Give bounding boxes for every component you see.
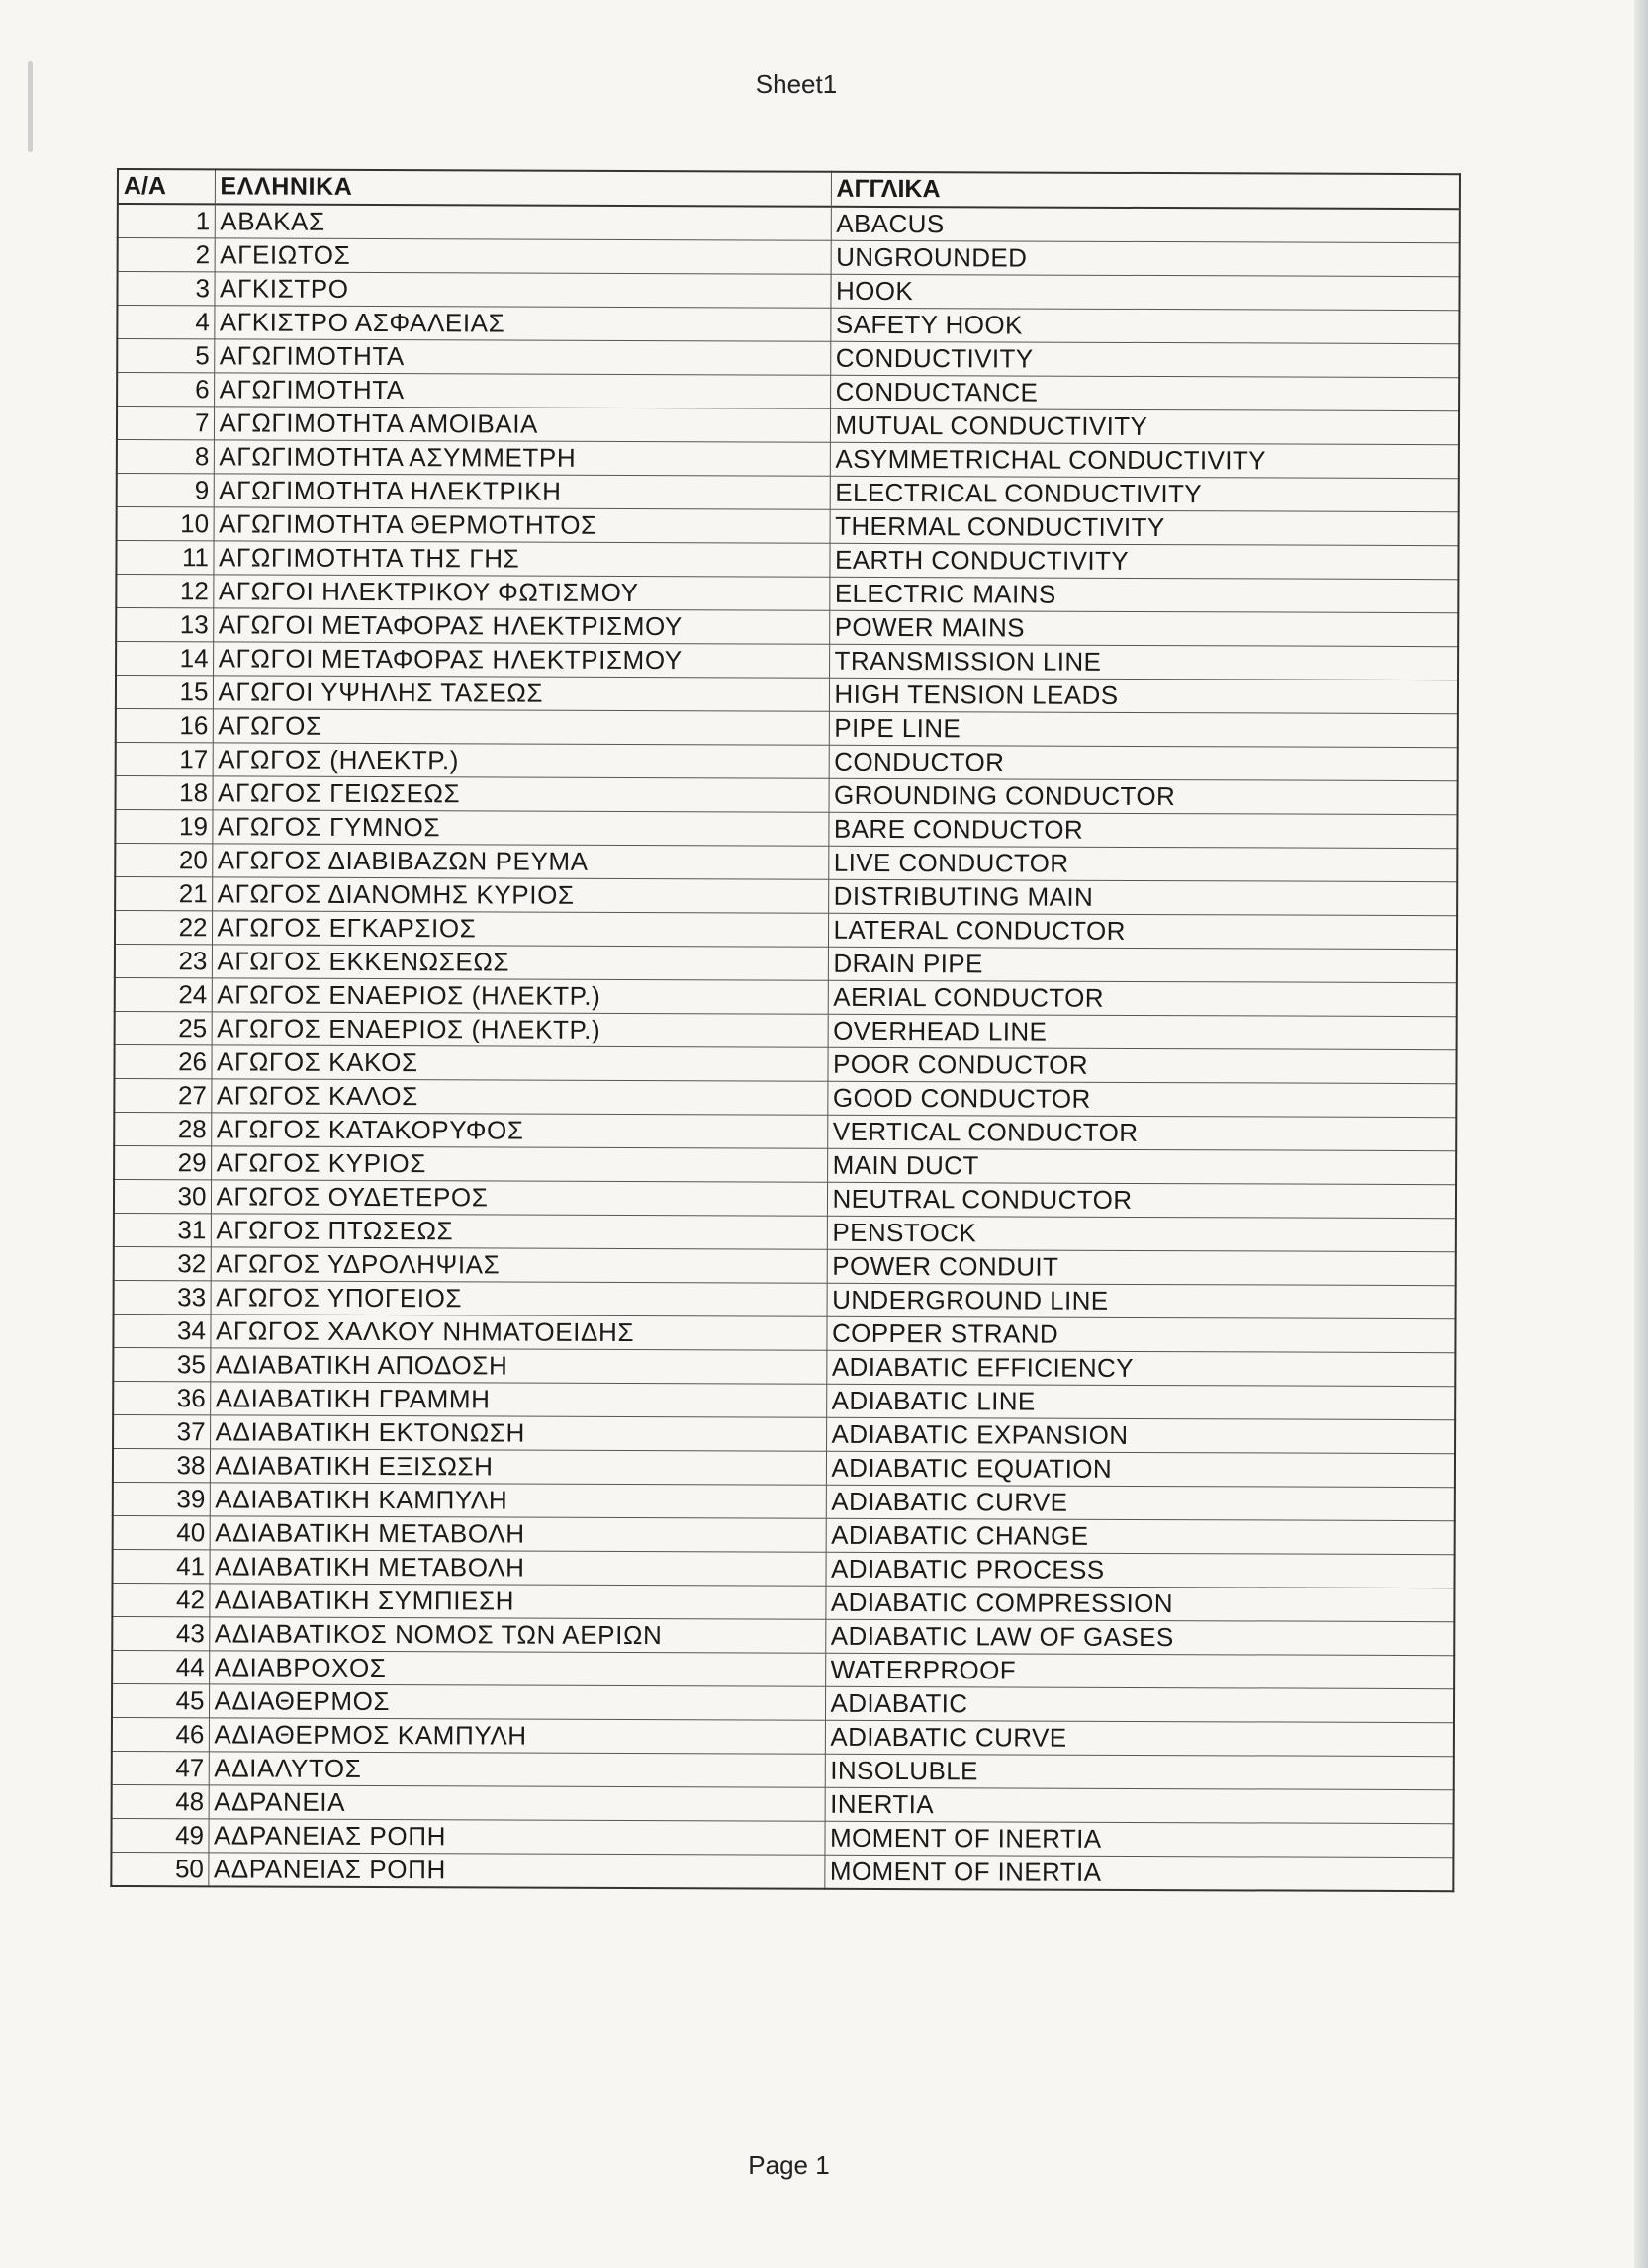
table-row: [117, 306, 1459, 344]
row-index: 46: [112, 1717, 209, 1751]
row-index: 24: [115, 977, 212, 1011]
row-english-term: ELECTRIC MAINS: [829, 577, 1458, 612]
row-greek-term: ΑΓΚΙΣΤΡΟ ΑΣΦΑΛΕΙΑΣ: [214, 306, 830, 341]
row-english-term: WATERPROOF: [825, 1653, 1454, 1688]
row-index: 36: [113, 1381, 210, 1414]
table-row: [112, 1784, 1454, 1823]
table-row: [117, 272, 1459, 311]
table-row: [113, 1381, 1455, 1419]
row-english-term: ADIABATIC CURVE: [825, 1720, 1454, 1756]
row-english-term: GOOD CONDUCTOR: [827, 1081, 1456, 1117]
row-index: 7: [117, 407, 214, 440]
table-row: [117, 373, 1459, 411]
row-greek-term: ΑΓΩΓΟΙ ΥΨΗΛΗΣ ΤΑΣΕΩΣ: [213, 676, 829, 711]
row-index: 18: [116, 775, 213, 809]
row-english-term: ADIABATIC CHANGE: [826, 1518, 1455, 1554]
header-english: ΑΓΓΛΙΚΑ: [831, 172, 1460, 209]
row-english-term: HIGH TENSION LEADS: [829, 678, 1458, 713]
table-row: [116, 575, 1458, 613]
table-row: [114, 1246, 1456, 1285]
row-greek-term: ΑΓΩΓΙΜΟΤΗΤΑ ΑΣΥΜΜΕΤΡΗ: [214, 440, 830, 476]
table-row: [114, 1213, 1456, 1251]
table-row: [111, 1818, 1453, 1857]
table-row: [115, 910, 1457, 949]
row-index: 35: [113, 1347, 210, 1381]
row-english-term: CONDUCTIVITY: [830, 341, 1459, 377]
table-row: [114, 1112, 1456, 1150]
table-row: [116, 541, 1458, 580]
row-english-term: ADIABATIC COMPRESSION: [825, 1586, 1454, 1621]
row-index: 8: [117, 440, 214, 474]
table-row: [116, 775, 1458, 814]
row-greek-term: ΑΓΩΓΟΙ ΜΕΤΑΦΟΡΑΣ ΗΛΕΚΤΡΙΣΜΟΥ: [213, 642, 829, 678]
row-index: 45: [112, 1683, 209, 1717]
row-greek-term: ΑΔΡΑΝΕΙΑΣ ΡΟΠΗ: [208, 1819, 824, 1855]
row-index: 34: [113, 1314, 210, 1347]
row-greek-term: ΑΔΙΑΒΑΤΙΚΗ ΓΡΑΜΜΗ: [210, 1382, 826, 1417]
row-index: 13: [116, 608, 213, 642]
row-english-term: COPPER STRAND: [826, 1316, 1455, 1352]
row-greek-term: ΑΔΡΑΝΕΙΑΣ ΡΟΠΗ: [208, 1853, 824, 1889]
row-index: 3: [117, 272, 214, 306]
table-row: [115, 1011, 1457, 1049]
row-greek-term: ΑΓΩΓΟΣ ΕΓΚΑΡΣΙΟΣ: [212, 911, 828, 947]
row-index: 16: [116, 708, 213, 742]
row-english-term: HOOK: [830, 274, 1459, 310]
row-greek-term: ΑΓΩΓΟΣ ΠΤΩΣΕΩΣ: [211, 1214, 827, 1249]
row-english-term: PIPE LINE: [829, 711, 1458, 747]
row-greek-term: ΑΓΩΓΟΙ ΗΛΕΚΤΡΙΚΟΥ ΦΩΤΙΣΜΟΥ: [213, 575, 829, 610]
table-row: [114, 1078, 1456, 1117]
row-greek-term: ΑΓΩΓΟΣ ΧΑΛΚΟΥ ΝΗΜΑΤΟΕΙΔΗΣ: [210, 1315, 826, 1350]
row-english-term: LATERAL CONDUCTOR: [828, 913, 1457, 949]
table-row: [114, 1145, 1456, 1184]
table-row: [112, 1583, 1454, 1621]
row-index: 19: [115, 809, 212, 843]
row-english-term: POWER MAINS: [829, 610, 1458, 646]
row-index: 50: [111, 1852, 208, 1886]
row-english-term: PENSTOCK: [827, 1216, 1456, 1251]
row-greek-term: ΑΓΩΓΟΣ (ΗΛΕΚΤΡ.): [213, 743, 829, 778]
row-greek-term: ΑΓΩΓΙΜΟΤΗΤΑ ΤΗΣ ΓΗΣ: [213, 541, 829, 577]
row-index: 21: [115, 876, 212, 910]
row-index: 38: [113, 1448, 210, 1482]
row-english-term: ELECTRICAL CONDUCTIVITY: [830, 476, 1459, 511]
table-row: [116, 676, 1458, 714]
row-index: 15: [116, 676, 213, 709]
row-index: 26: [114, 1044, 211, 1078]
row-english-term: ABACUS: [831, 207, 1460, 243]
table-row: [113, 1347, 1455, 1386]
table-row: [115, 809, 1457, 848]
row-english-term: POOR CONDUCTOR: [827, 1047, 1456, 1083]
row-index: 1: [118, 204, 215, 238]
row-index: 20: [115, 843, 212, 876]
row-index: 37: [113, 1414, 210, 1448]
table-row: [113, 1414, 1455, 1453]
row-greek-term: ΑΔΙΑΒΑΤΙΚΗ ΕΞΙΣΩΣΗ: [210, 1449, 826, 1485]
row-english-term: MAIN DUCT: [827, 1148, 1456, 1184]
row-index: 12: [116, 575, 213, 608]
row-index: 10: [117, 507, 214, 541]
row-greek-term: ΑΔΙΑΒΡΟΧΟΣ: [209, 1651, 825, 1686]
row-index: 39: [113, 1482, 210, 1515]
row-greek-term: ΑΔΙΑΒΑΤΙΚΗ ΑΠΟΔΟΣΗ: [210, 1348, 826, 1384]
glossary-body: [111, 204, 1460, 1891]
row-english-term: MOMENT OF INERTIA: [824, 1855, 1453, 1891]
row-greek-term: ΑΓΩΓΟΣ ΚΑΛΟΣ: [211, 1079, 827, 1115]
row-greek-term: ΑΓΩΓΟΣ ΓΥΜΝΟΣ: [212, 810, 828, 846]
table-row: [112, 1717, 1454, 1756]
table-row: [115, 843, 1457, 881]
row-index: 42: [112, 1583, 209, 1616]
page-footer: Page 1: [748, 2150, 830, 2180]
table-row: [113, 1549, 1455, 1588]
row-index: 29: [114, 1145, 211, 1179]
row-greek-term: ΑΓΩΓΟΣ ΚΑΤΑΚΟΡΥΦΟΣ: [211, 1113, 827, 1148]
row-index: 11: [116, 541, 213, 575]
row-index: 40: [113, 1515, 210, 1549]
table-row: [112, 1683, 1454, 1722]
sheet-title: Sheet1: [755, 69, 838, 99]
row-english-term: EARTH CONDUCTIVITY: [829, 543, 1458, 579]
row-english-term: THERMAL CONDUCTIVITY: [830, 509, 1459, 545]
row-index: 33: [114, 1280, 211, 1314]
row-index: 48: [112, 1784, 209, 1818]
row-greek-term: ΑΔΙΑΒΑΤΙΚΗ ΜΕΤΑΒΟΛΗ: [210, 1516, 826, 1552]
row-greek-term: ΑΓΩΓΙΜΟΤΗΤΑ: [214, 373, 830, 408]
table-row: [117, 440, 1459, 479]
row-greek-term: ΑΔΙΑΒΑΤΙΚΗ ΚΑΜΠΥΛΗ: [210, 1483, 826, 1518]
row-english-term: MOMENT OF INERTIA: [824, 1821, 1453, 1857]
row-index: 25: [115, 1011, 212, 1044]
row-english-term: AERIAL CONDUCTOR: [828, 980, 1457, 1016]
row-english-term: INSOLUBLE: [825, 1754, 1454, 1789]
table-row: [111, 1852, 1453, 1891]
table-row: [112, 1616, 1454, 1655]
row-greek-term: ΑΓΩΓΟΣ ΚΑΚΟΣ: [211, 1045, 827, 1081]
row-english-term: DRAIN PIPE: [828, 947, 1457, 982]
row-index: 43: [112, 1616, 209, 1650]
table-row: [113, 1314, 1455, 1352]
row-greek-term: ΑΔΙΑΒΑΤΙΚΗ ΣΥΜΠΙΕΣΗ: [209, 1584, 825, 1619]
row-index: 44: [112, 1650, 209, 1683]
row-greek-term: ΑΔΙΑΛΥΤΟΣ: [209, 1752, 825, 1787]
table-row: [112, 1751, 1454, 1789]
row-greek-term: ΑΔΙΑΒΑΤΙΚΗ ΜΕΤΑΒΟΛΗ: [210, 1550, 826, 1586]
row-index: 5: [117, 339, 214, 373]
row-index: 4: [117, 306, 214, 339]
row-greek-term: ΑΓΩΓΟΣ ΕΝΑΕΡΙΟΣ (ΗΛΕΚΤΡ.): [212, 978, 828, 1014]
row-greek-term: ΑΓΩΓΟΣ ΥΠΟΓΕΙΟΣ: [211, 1281, 827, 1316]
row-index: 31: [114, 1213, 211, 1246]
row-index: 17: [116, 742, 213, 775]
header-index: A/A: [118, 169, 215, 204]
row-english-term: ADIABATIC EQUATION: [826, 1451, 1455, 1487]
table-row: [113, 1515, 1455, 1554]
row-english-term: TRANSMISSION LINE: [829, 644, 1458, 680]
row-greek-term: ΑΔΙΑΒΑΤΙΚΟΣ ΝΟΜΟΣ ΤΩΝ ΑΕΡΙΩΝ: [209, 1617, 825, 1653]
row-index: 2: [118, 238, 215, 272]
row-index: 30: [114, 1179, 211, 1213]
row-english-term: ADIABATIC EFFICIENCY: [826, 1350, 1455, 1386]
row-greek-term: ΑΓΩΓΟΣ ΕΝΑΕΡΙΟΣ (ΗΛΕΚΤΡ.): [212, 1012, 828, 1047]
header-greek: ΕΛΛΗΝΙΚΑ: [215, 169, 831, 206]
table-row: [112, 1650, 1454, 1688]
row-index: 28: [114, 1112, 211, 1145]
row-english-term: ADIABATIC PROCESS: [826, 1552, 1455, 1588]
table-row: [118, 238, 1460, 277]
table-row: [116, 708, 1458, 747]
row-greek-term: ΑΓΩΓΙΜΟΤΗΤΑ: [214, 339, 830, 375]
row-greek-term: ΑΓΩΓΟΣ ΥΔΡΟΛΗΨΙΑΣ: [211, 1247, 827, 1283]
row-english-term: VERTICAL CONDUCTOR: [827, 1115, 1456, 1150]
table-row: [117, 407, 1459, 445]
table-row: [117, 507, 1459, 546]
row-greek-term: ΑΓΩΓΟΣ ΚΥΡΙΟΣ: [211, 1146, 827, 1182]
row-index: 41: [113, 1549, 210, 1583]
row-index: 14: [116, 642, 213, 676]
table-row: [116, 642, 1458, 680]
table-row: [115, 944, 1457, 982]
row-index: 6: [117, 373, 214, 407]
row-greek-term: ΑΓΩΓΙΜΟΤΗΤΑ ΗΛΕΚΤΡΙΚΗ: [214, 474, 830, 509]
scan-edge: [1634, 0, 1648, 2268]
row-greek-term: ΑΓΩΓΟΣ: [213, 709, 829, 745]
row-index: 22: [115, 910, 212, 944]
row-greek-term: ΑΓΩΓΙΜΟΤΗΤΑ ΘΕΡΜΟΤΗΤΟΣ: [214, 507, 830, 543]
row-index: 32: [114, 1246, 211, 1280]
row-greek-term: ΑΓΩΓΟΣ ΕΚΚΕΝΩΣΕΩΣ: [212, 945, 828, 980]
row-greek-term: ΑΓΚΙΣΤΡΟ: [214, 272, 830, 308]
table-row: [115, 876, 1457, 915]
table-row: [118, 204, 1460, 243]
table-row: [115, 977, 1457, 1016]
row-english-term: SAFETY HOOK: [830, 308, 1459, 343]
table-row: [117, 474, 1459, 512]
row-greek-term: ΑΔΡΑΝΕΙΑ: [209, 1785, 825, 1821]
row-english-term: INERTIA: [825, 1787, 1454, 1823]
table-header-row: [118, 169, 1460, 209]
row-english-term: ADIABATIC LAW OF GASES: [825, 1619, 1454, 1655]
table-row: [117, 339, 1459, 378]
row-index: 27: [114, 1078, 211, 1112]
row-english-term: BARE CONDUCTOR: [828, 812, 1457, 848]
table-row: [116, 742, 1458, 780]
row-english-term: NEUTRAL CONDUCTOR: [827, 1182, 1456, 1218]
row-english-term: ADIABATIC: [825, 1686, 1454, 1722]
row-index: 47: [112, 1751, 209, 1784]
row-english-term: ADIABATIC LINE: [826, 1384, 1455, 1419]
row-greek-term: ΑΓΩΓΟΣ ΟΥΔΕΤΕΡΟΣ: [211, 1180, 827, 1216]
row-greek-term: ΑΓΩΓΟΣ ΔΙΑΒΙΒΑΖΩΝ ΡΕΥΜΑ: [212, 844, 828, 879]
row-index: 9: [117, 474, 214, 507]
row-english-term: ADIABATIC CURVE: [826, 1485, 1455, 1520]
row-greek-term: ΑΔΙΑΒΑΤΙΚΗ ΕΚΤΟΝΩΣΗ: [210, 1415, 826, 1451]
row-greek-term: ΑΓΕΙΩΤΟΣ: [215, 238, 831, 274]
table-row: [113, 1448, 1455, 1487]
row-english-term: ADIABATIC EXPANSION: [826, 1417, 1455, 1453]
row-index: 23: [115, 944, 212, 977]
row-greek-term: ΑΒΑΚΑΣ: [215, 204, 831, 240]
row-english-term: LIVE CONDUCTOR: [828, 846, 1457, 881]
row-greek-term: ΑΓΩΓΙΜΟΤΗΤΑ ΑΜΟΙΒΑΙΑ: [214, 407, 830, 442]
row-greek-term: ΑΔΙΑΘΕΡΜΟΣ: [209, 1684, 825, 1720]
table-row: [114, 1044, 1456, 1083]
row-english-term: GROUNDING CONDUCTOR: [829, 778, 1458, 814]
row-english-term: UNDERGROUND LINE: [827, 1283, 1456, 1318]
row-greek-term: ΑΔΙΑΘΕΡΜΟΣ ΚΑΜΠΥΛΗ: [209, 1718, 825, 1754]
row-greek-term: ΑΓΩΓΟΙ ΜΕΤΑΦΟΡΑΣ ΗΛΕΚΤΡΙΣΜΟΥ: [213, 608, 829, 644]
row-greek-term: ΑΓΩΓΟΣ ΔΙΑΝΟΜΗΣ ΚΥΡΙΟΣ: [212, 877, 828, 913]
row-english-term: POWER CONDUIT: [827, 1249, 1456, 1285]
row-english-term: OVERHEAD LINE: [828, 1014, 1457, 1049]
row-english-term: CONDUCTANCE: [830, 375, 1459, 410]
row-english-term: DISTRIBUTING MAIN: [828, 879, 1457, 915]
glossary-table: [110, 168, 1461, 1892]
row-english-term: MUTUAL CONDUCTIVITY: [830, 408, 1459, 444]
row-greek-term: ΑΓΩΓΟΣ ΓΕΙΩΣΕΩΣ: [213, 776, 829, 812]
row-english-term: UNGROUNDED: [831, 240, 1460, 276]
row-english-term: CONDUCTOR: [829, 745, 1458, 780]
table-row: [114, 1280, 1456, 1318]
row-index: 49: [111, 1818, 208, 1852]
table-row: [114, 1179, 1456, 1218]
table-row: [113, 1482, 1455, 1520]
table-row: [116, 608, 1458, 647]
row-english-term: ASYMMETRICHAL CONDUCTIVITY: [830, 442, 1459, 478]
